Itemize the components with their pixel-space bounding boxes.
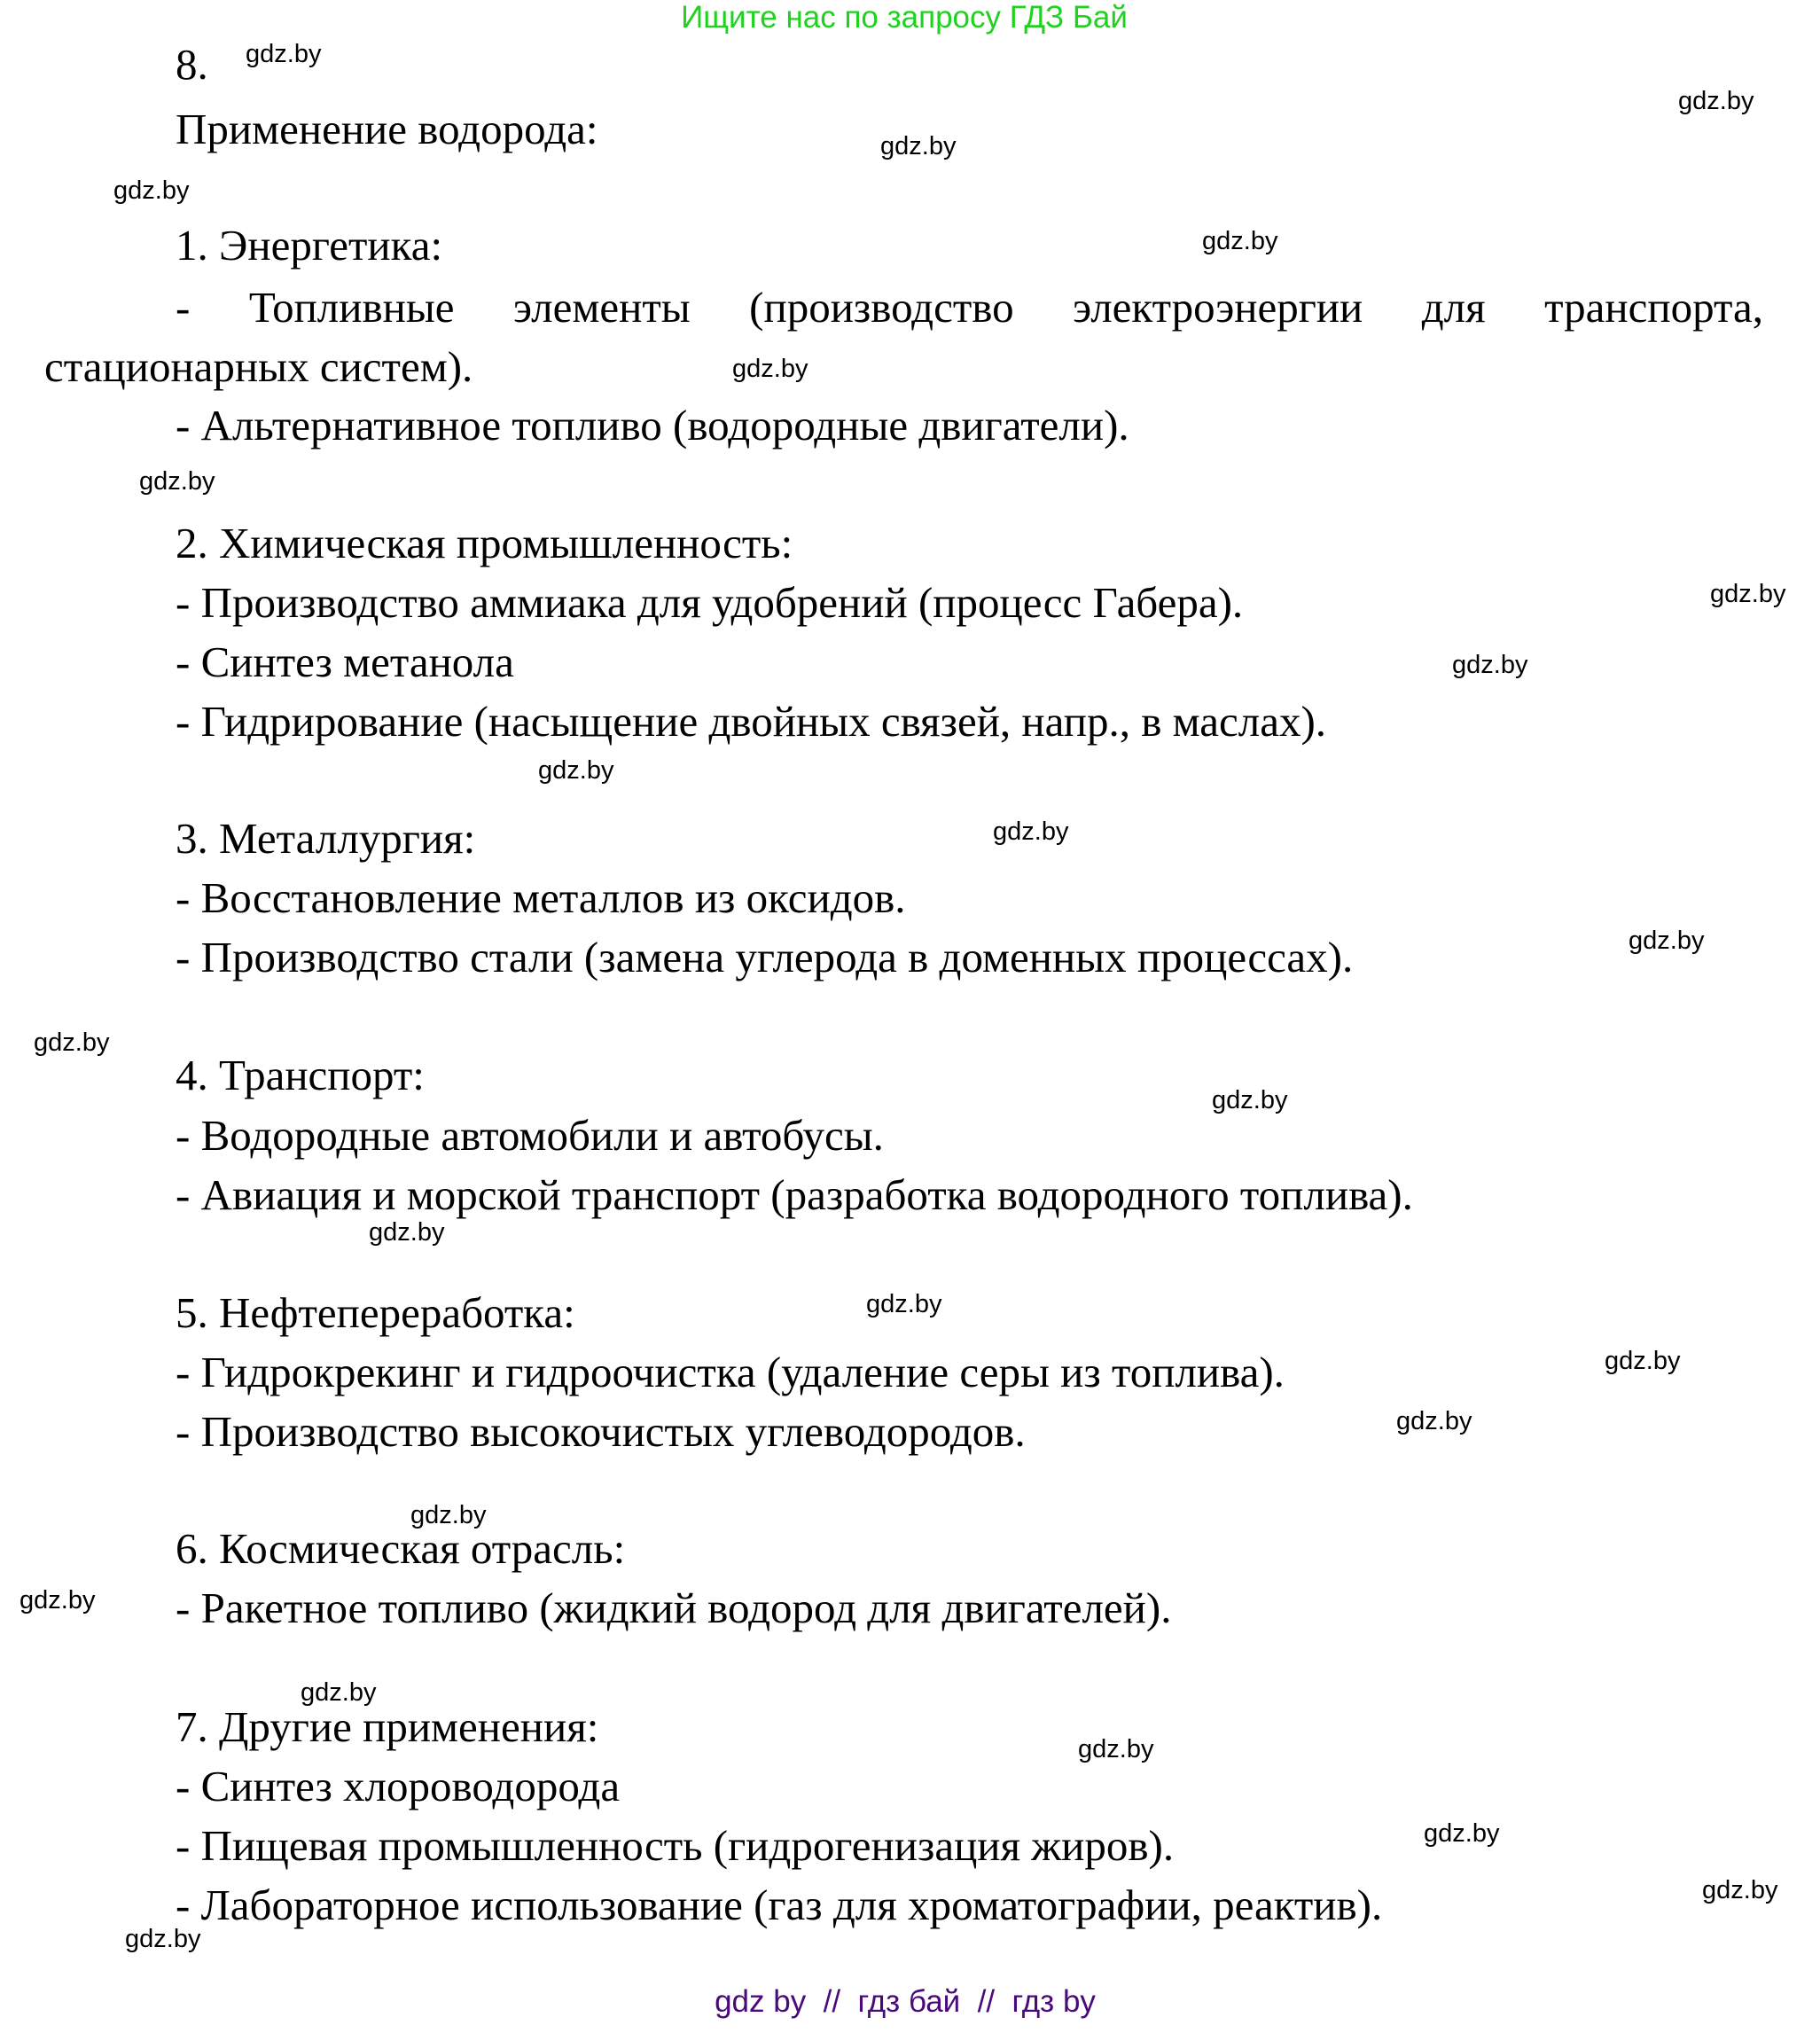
watermark: gdz.by [1605, 1347, 1681, 1375]
list-item: - Пищевая промышленность (гидрогенизация жиров). [176, 1821, 1175, 1870]
watermark: gdz.by [1702, 1876, 1778, 1904]
list-item: - Производство стали (замена углерода в доменных процессах). [176, 933, 1354, 981]
footer-links: gdz by // гдз бай // гдз by [715, 1984, 1096, 2019]
watermark: gdz.by [410, 1501, 487, 1529]
section-heading: 3. Металлургия: [176, 814, 476, 863]
list-item: - Синтез хлороводорода [176, 1762, 621, 1810]
header-banner: Ищите нас по запросу ГДЗ Бай [681, 0, 1128, 35]
watermark: gdz.by [880, 132, 957, 160]
list-item: - Синтез метанола [176, 637, 514, 686]
watermark: gdz.by [1202, 227, 1278, 255]
list-item: - Производство высокочистых углеводородов. [176, 1407, 1026, 1456]
watermark: gdz.by [246, 40, 322, 68]
list-item: - Гидрирование (насыщение двойных связей, напр., в маслах). [176, 697, 1327, 746]
watermark: gdz.by [1078, 1735, 1154, 1763]
section-heading: 7. Другие применения: [176, 1702, 599, 1751]
watermark: gdz.by [1424, 1819, 1500, 1848]
list-item: - Альтернативное топливо (водородные двигатели). [176, 401, 1129, 450]
section-heading: 4. Транспорт: [176, 1051, 425, 1099]
list-item: - Авиация и морской транспорт (разработка водородного топлива). [176, 1170, 1413, 1219]
section-heading: 5. Нефтепереработка: [176, 1288, 575, 1337]
watermark: gdz.by [369, 1218, 445, 1247]
watermark: gdz.by [139, 467, 215, 496]
list-item: - Восстановление металлов из оксидов. [176, 873, 906, 922]
watermark: gdz.by [20, 1586, 96, 1615]
watermark: gdz.by [1212, 1086, 1288, 1114]
watermark: gdz.by [866, 1290, 942, 1318]
section-heading: 1. Энергетика: [176, 221, 443, 270]
list-item: - Производство аммиака для удобрений (процесс Габера). [176, 578, 1244, 627]
watermark: gdz.by [113, 176, 190, 205]
watermark: gdz.by [538, 756, 614, 785]
list-item: - Гидрокрекинг и гидроочистка (удаление серы из топлива). [176, 1348, 1285, 1396]
list-item: - Ракетное топливо (жидкий водород для двигателей). [176, 1583, 1172, 1632]
watermark: gdz.by [1396, 1407, 1472, 1435]
watermark: gdz.by [1452, 651, 1528, 679]
list-item: - Лабораторное использование (газ для хроматографии, реактив). [176, 1881, 1383, 1929]
watermark: gdz.by [1629, 927, 1705, 955]
watermark: gdz.by [993, 817, 1069, 846]
list-item: - Топливные элементы (производство электроэнергии для транспорта, [176, 283, 1763, 332]
task-number: 8. [176, 40, 208, 89]
list-item: стационарных систем). [44, 342, 473, 391]
page-title: Применение водорода: [176, 105, 598, 153]
watermark: gdz.by [1678, 87, 1754, 115]
list-item: - Водородные автомобили и автобусы. [176, 1111, 884, 1160]
watermark: gdz.by [125, 1925, 201, 1953]
watermark: gdz.by [1710, 580, 1786, 608]
section-heading: 2. Химическая промышленность: [176, 519, 793, 567]
watermark: gdz.by [732, 355, 808, 383]
section-heading: 6. Космическая отрасль: [176, 1524, 626, 1573]
watermark: gdz.by [301, 1678, 377, 1707]
watermark: gdz.by [34, 1028, 110, 1057]
